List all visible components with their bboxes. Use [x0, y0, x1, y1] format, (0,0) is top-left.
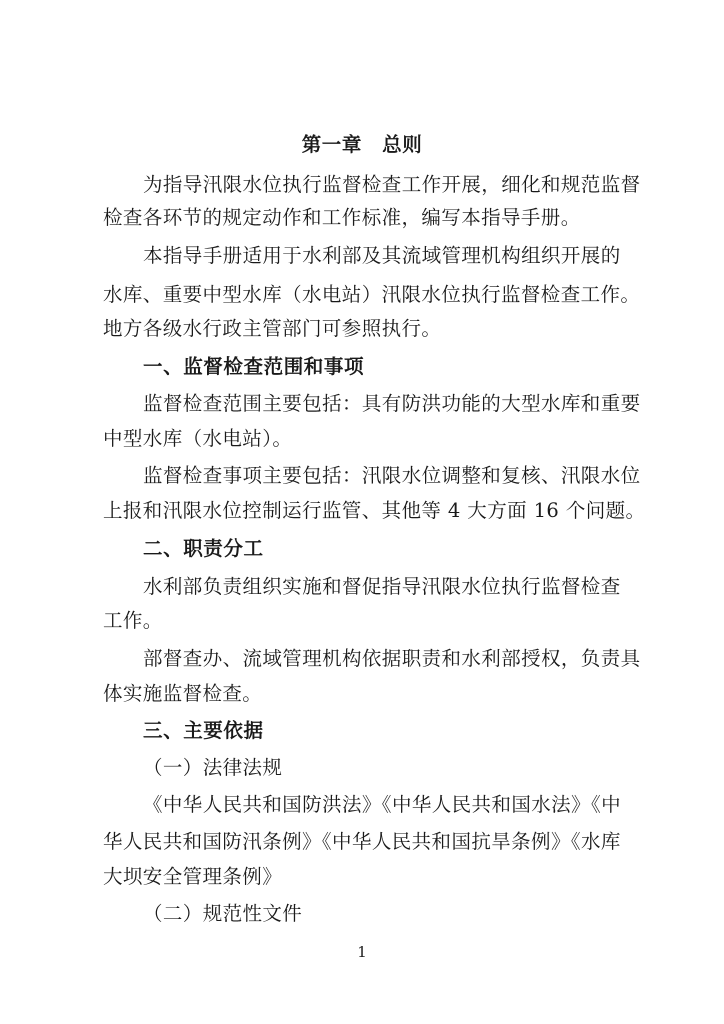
paragraph-line: 水库、重要中型水库（水电站）汛限水位执行监督检查工作。 [103, 283, 641, 306]
section-heading: 三、主要依据 [143, 719, 264, 742]
chapter-title: 第一章 总则 [301, 133, 423, 156]
paragraph-line: 监督检查范围主要包括：具有防洪功能的大型水库和重要 [143, 392, 641, 415]
paragraph-line: 体实施监督检查。 [103, 682, 263, 705]
paragraph-line: 地方各级水行政主管部门可参照执行。 [103, 317, 442, 340]
section-heading: 二、职责分工 [143, 537, 264, 560]
page-number: 1 [357, 943, 367, 961]
subsection-heading: （一）法律法规 [143, 756, 283, 779]
paragraph-line: 监督检查事项主要包括：汛限水位调整和复核、汛限水位 [143, 464, 641, 487]
paragraph-line: 华人民共和国防汛条例》《中华人民共和国抗旱条例》《水库 [103, 830, 621, 853]
section-heading: 一、监督检查范围和事项 [143, 355, 365, 378]
paragraph-line: 检查各环节的规定动作和工作标准，编写本指导手册。 [103, 206, 581, 229]
paragraph-line: 上报和汛限水位控制运行监管、其他等 4 大方面 16 个问题。 [103, 499, 646, 522]
subsection-heading: （二）规范性文件 [143, 902, 303, 925]
paragraph-line: 水利部负责组织实施和督促指导汛限水位执行监督检查 [143, 575, 621, 598]
paragraph-line: 本指导手册适用于水利部及其流域管理机构组织开展的 [143, 244, 621, 267]
paragraph-line: 中型水库（水电站）。 [103, 427, 293, 450]
paragraph-line: 大坝安全管理条例》 [103, 865, 283, 888]
paragraph-line: 工作。 [103, 609, 163, 632]
paragraph-line: 《中华人民共和国防洪法》《中华人民共和国水法》《中 [143, 793, 622, 816]
paragraph-line: 为指导汛限水位执行监督检查工作开展，细化和规范监督 [143, 173, 641, 196]
paragraph-line: 部督查办、流域管理机构依据职责和水利部授权，负责具 [143, 647, 641, 670]
